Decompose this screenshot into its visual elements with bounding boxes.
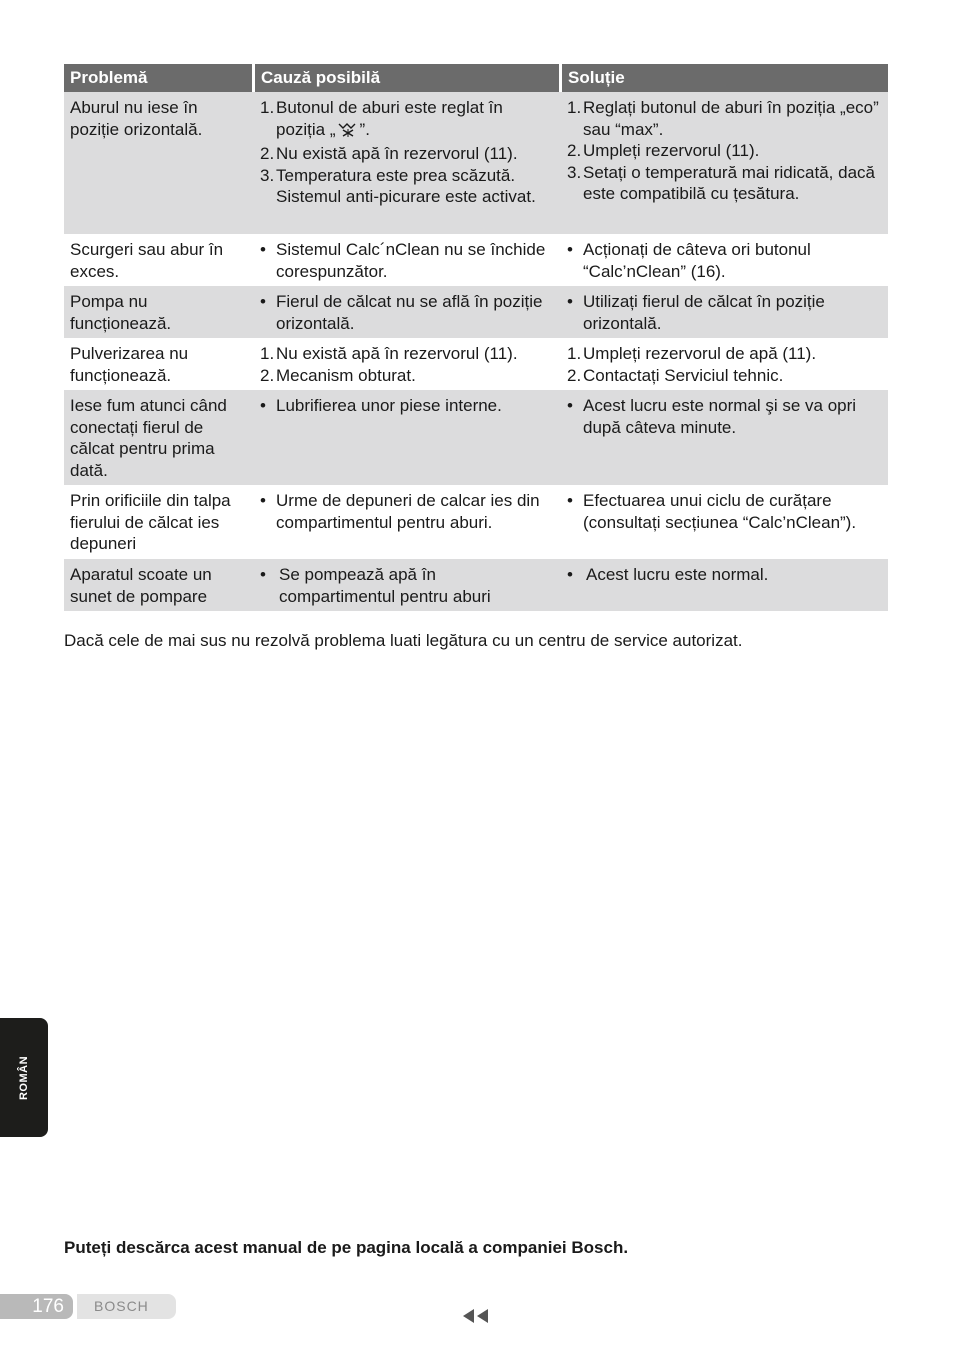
list-text: Nu există apă în rezervorul (11).: [276, 144, 518, 163]
list-item: [260, 97, 553, 143]
list-item: [260, 365, 553, 387]
list-text: Umpleți rezervorul (11).: [583, 141, 760, 160]
list-text: Urme de depuneri de calcar ies din compartimentul pentru aburi.: [276, 491, 540, 532]
list-marker: •: [567, 292, 573, 311]
list-item: [260, 395, 553, 417]
list-item: [567, 490, 882, 533]
page-number: 176: [0, 1294, 73, 1319]
list-marker: 1.: [567, 98, 582, 117]
cause-cell: [252, 559, 559, 611]
list-item: [567, 343, 882, 365]
problem-cell: Pompa nu funcționează.: [70, 292, 172, 333]
service-note: Dacă cele de mai sus nu rezolvă problema luati legătura cu un centru de service autorizat.: [64, 631, 743, 650]
list-marker: 3.: [260, 165, 275, 185]
solution-cell: [559, 390, 888, 485]
cause-cell: [252, 92, 559, 234]
list-item: [260, 239, 553, 282]
header-problem: Problemă: [70, 68, 148, 87]
list-marker: •: [567, 491, 573, 510]
list-text: Mecanism obturat.: [276, 365, 416, 385]
solution-cell: [559, 234, 888, 286]
list-marker: 2.: [567, 365, 582, 385]
list-marker: •: [567, 565, 573, 584]
list-text: Lubrifierea unor piese interne.: [276, 396, 502, 415]
list-item: [567, 365, 882, 387]
list-text: Setați o temperatură mai ridicată, dacă este compatibilă cu țesătura.: [583, 162, 875, 203]
list-item: [260, 165, 553, 208]
list-marker: •: [260, 292, 266, 311]
table-row: [64, 286, 888, 338]
list-text: Nu există apă în rezervorul (11).: [276, 344, 518, 363]
list-item: [567, 162, 882, 205]
list-marker: •: [260, 565, 266, 584]
anti-drip-icon: [337, 121, 359, 144]
list-marker: •: [260, 491, 266, 510]
list-text: Acest lucru este normal şi se va opri după câteva minute.: [583, 396, 857, 437]
list-item: [260, 564, 553, 607]
list-item: [260, 291, 553, 334]
cause-cell: [252, 485, 559, 559]
list-marker: 3.: [567, 162, 582, 182]
list-text: Utilizați fierul de călcat în poziție orizontală.: [583, 292, 825, 333]
list-text: Umpleți rezervorul de apă (11).: [583, 344, 817, 363]
brand-label: BOSCH: [77, 1294, 176, 1319]
table-row: [64, 338, 888, 390]
list-item: [567, 140, 882, 162]
cause-cell: [252, 234, 559, 286]
solution-cell: [559, 338, 888, 390]
language-label: ROMÂN: [18, 1055, 30, 1101]
cause-cell: [252, 338, 559, 390]
list-marker: •: [567, 240, 573, 259]
previous-page-icon[interactable]: [463, 1309, 489, 1323]
list-marker: •: [260, 396, 266, 415]
list-marker: 2.: [567, 141, 582, 160]
list-text: Acest lucru este normal.: [586, 565, 769, 584]
problem-cell: Scurgeri sau abur în exces.: [70, 240, 224, 281]
page-footer: [0, 1294, 176, 1319]
problem-cell: Iese fum atunci când conectați fierul de călcat pentru prima dată.: [70, 396, 227, 480]
list-marker: •: [260, 240, 266, 259]
list-text: Contactați Serviciul tehnic.: [583, 365, 784, 385]
header-cause: Cauză posibilă: [252, 64, 559, 92]
list-item: [260, 343, 553, 365]
list-text: Se pompează apă în compartimentul pentru aburi: [279, 565, 491, 606]
list-item: [567, 395, 882, 438]
table-row: [64, 559, 888, 611]
list-item: [260, 490, 553, 533]
list-item: [260, 143, 553, 165]
list-text: Acționați de câteva ori butonul “Calc’nClean” (16).: [583, 240, 811, 281]
table-row: [64, 390, 888, 485]
table-row: [64, 92, 888, 234]
problem-cell: Aparatul scoate un sunet de pompare: [70, 565, 212, 606]
table-row: [64, 234, 888, 286]
header-solution: Soluție: [559, 64, 888, 92]
solution-cell: [559, 559, 888, 611]
cause-cell: [252, 390, 559, 485]
solution-cell: [559, 286, 888, 338]
list-item: [567, 564, 882, 586]
list-text: Reglați butonul de aburi în poziția „eco” sau “max”.: [583, 98, 879, 139]
solution-cell: [559, 92, 888, 234]
language-tab: [0, 1018, 48, 1137]
list-text: Sistemul Calc´nClean nu se închide corespunzător.: [276, 240, 546, 281]
download-manual-note: Puteți descărca acest manual de pe pagina locală a companiei Bosch.: [64, 1238, 629, 1257]
list-marker: 2.: [260, 144, 275, 163]
problem-cell: Aburul nu iese în poziție orizontală.: [70, 98, 203, 139]
list-text-suffix: ”.: [359, 119, 370, 139]
troubleshooting-table: [64, 64, 888, 611]
list-marker: 2.: [260, 365, 275, 385]
list-text: Fierul de călcat nu se află în poziție orizontală.: [276, 292, 543, 333]
list-marker: 1.: [567, 344, 582, 363]
problem-cell: Prin orificiile din talpa fierului de călcat ies depuneri: [70, 491, 231, 553]
cause-cell: [252, 286, 559, 338]
solution-cell: [559, 485, 888, 559]
list-item: [567, 291, 882, 334]
list-marker: 1.: [260, 344, 275, 363]
list-text: Butonul de aburi este reglat în poziția „: [276, 98, 503, 139]
list-text: Temperatura este prea scăzută. Sistemul anti-picurare este activat.: [276, 165, 536, 206]
list-text: Efectuarea unui ciclu de curățare (consultați secțiunea “Calc’nClean”).: [583, 491, 857, 532]
list-item: [567, 97, 882, 140]
list-item: [567, 239, 882, 282]
problem-cell: Pulverizarea nu funcționează.: [70, 344, 189, 385]
list-marker: 1.: [260, 98, 275, 117]
table-row: [64, 485, 888, 559]
table-header: [64, 64, 888, 92]
list-marker: •: [567, 396, 573, 415]
